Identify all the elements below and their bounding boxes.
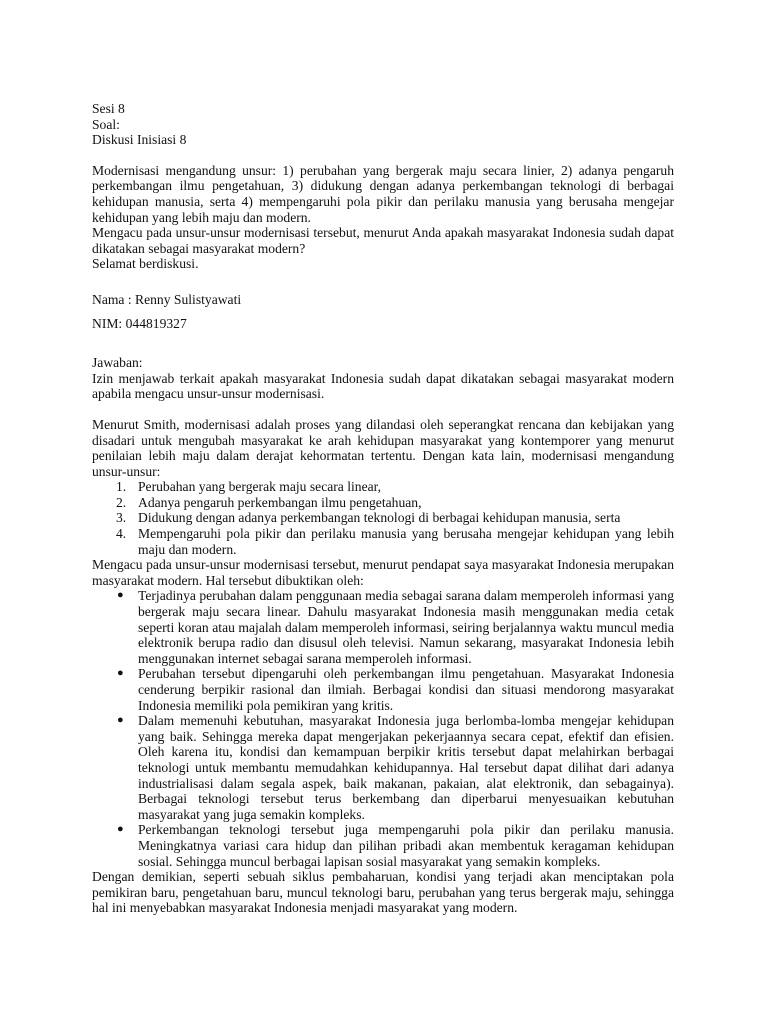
student-nim: NIM: 044819327 [92,315,187,331]
list-item [92,526,674,557]
list-number: 1. [116,479,127,495]
list-item [92,495,674,511]
discussion-title: Diskusi Inisiasi 8 [92,132,187,148]
list-item [92,666,674,713]
question-closing: Selamat berdiskusi. [92,256,199,272]
answer-intro: Izin menjawab terkait apakah masyarakat Indonesia sudah dapat dikatakan sebagai masyarakat modern apabila mengacu unsur-unsur modernisasi. [92,370,674,402]
list-item-text: Terjadinya perubahan dalam penggunaan media sebagai sarana dalam memperoleh informasi yang bergerak maju secara linear. Dahulu masyarakat Indonesia masih menggunakan media cetak seperti koran atau majalah dalam memperoleh informasi, seiring berjalannya waktu muncul media elektronik berupa radio dan disusul oleh televisi. Namun sekarang, masyarakat Indonesia lebih menggunakan internet sebagai sarana memperoleh informasi. [138,588,674,666]
bullet-icon: ● [117,714,124,727]
list-number: 2. [116,494,127,510]
list-item [92,479,674,495]
student-name: Nama : Renny Sulistyawati [92,291,242,307]
list-item [92,588,674,666]
bullet-icon: ● [117,667,124,680]
bullet-icon: ● [117,823,124,836]
list-item-text: Mempengaruhi pola pikir dan perilaku manusia yang berusaha mengejar kehidupan yang lebih maju dan modern. [138,526,674,557]
smith-paragraph: Menurut Smith, modernisasi adalah proses yang dilandasi oleh seperangkat rencana dan kebijakan yang disadari untuk mengubah masyarakat ke arah kehidupan masyarakat yang kontemporer yang menurut penilaian lebih maju dalam derajat kehormatan tertentu. Dengan kata lain, modernisasi mengandung unsur-unsur: [92,416,674,479]
list-item-text: Perubahan tersebut dipengaruhi oleh perkembangan ilmu pengetahuan. Masyarakat Indonesia cenderung berpikir rasional dan ilmiah. Berbagai kondisi dan situasi mendorong masyarakat Indonesia memiliki pola pemikiran yang kritis. [138,666,674,713]
question-paragraph-2: Mengacu pada unsur-unsur modernisasi tersebut, menurut Anda apakah masyarakat Indonesia sudah dapat dikatakan sebagai masyarakat modern? [92,225,674,256]
evidence-bullet-list [92,588,674,869]
list-item-text: Dalam memenuhi kebutuhan, masyarakat Indonesia juga berlomba-lomba mengejar kehidupan yang baik. Sehingga mereka dapat mengerjakan pekerjaannya secara cepat, efektif dan efisien. Oleh karena itu, kondisi dan kemampuan berpikir kritis tersebut dapat melahirkan berbagai teknologi untuk membantu memudahkan kehidupannya. Hal tersebut dapat dilihat dari adanya industrialisasi dalam segala aspek, baik makanan, pakaian, alat elektronik, dan sebagainya). Berbagai teknologi tersebut terus berkembang dan diperbarui menyesuaikan kebutuhan masyarakat yang juga semakin kompleks. [138,713,674,822]
question-paragraph-1: Modernisasi mengandung unsur: 1) perubahan yang bergerak maju secara linier, 2) adanya pengaruh perkembangan ilmu pengetahuan, 3) didukung dengan adanya perkembangan teknologi di berbagai kehidupan manusia, serta 4) mempengaruhi pola pikir dan perilaku manusia yang berusaha mengejar kehidupan yang lebih maju dan modern. [92,162,674,225]
answer-heading: Jawaban: [92,355,143,371]
bullet-icon: ● [117,589,124,602]
list-item-text: Adanya pengaruh perkembangan ilmu pengetahuan, [138,494,422,510]
list-number: 3. [116,510,127,526]
list-item [92,510,674,526]
list-number: 4. [116,526,127,542]
list-item-text: Perkembangan teknologi tersebut juga mempengaruhi pola pikir dan perilaku manusia. Meningkatnya variasi cara hidup dan pilihan pribadi akan membentuk keragaman kehidupan sosial. Sehingga muncul berbagai lapisan sosial masyarakat yang semakin kompleks. [138,822,674,869]
opinion-paragraph: Mengacu pada unsur-unsur modernisasi tersebut, menurut pendapat saya masyarakat Indonesia merupakan masyarakat modern. Hal tersebut dibuktikan oleh: [92,557,674,588]
list-item-text: Didukung dengan adanya perkembangan teknologi di berbagai kehidupan manusia, serta [138,510,621,526]
list-item-text: Perubahan yang bergerak maju secara linear, [138,479,382,495]
modernization-elements-list [92,479,674,557]
list-item [92,822,674,869]
list-item [92,713,674,822]
session-label: Sesi 8 [92,101,125,116]
conclusion-paragraph: Dengan demikian, seperti sebuah siklus pembaharuan, kondisi yang terjadi akan menciptakan pola pemikiran baru, pengetahuan baru, muncul teknologi baru, perubahan yang terus bergerak maju, sehingga hal ini menyebabkan masyarakat Indonesia menjadi masyarakat yang modern. [92,869,674,916]
question-label: Soal: [92,116,120,132]
